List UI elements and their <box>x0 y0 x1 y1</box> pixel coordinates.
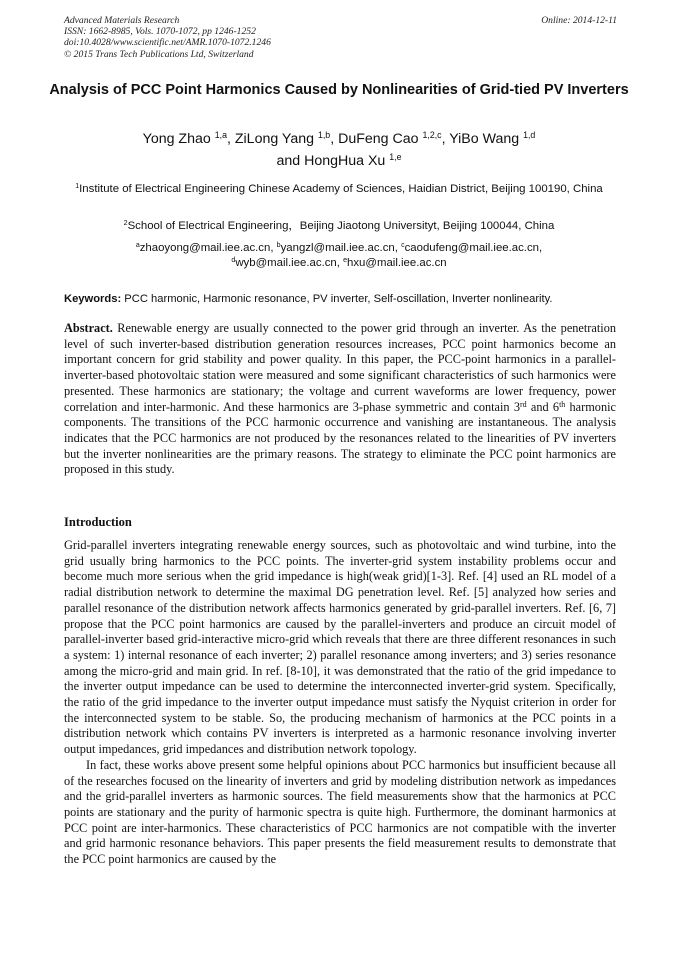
introduction-body <box>64 538 616 868</box>
email-a: $^a$zhaoyong@mail.iee.ac.cn, <box>135 242 277 254</box>
abstract-label: Abstract. <box>64 321 113 335</box>
author-2: ZiLong Yang $^{1,b}$, <box>234 130 339 147</box>
issn-line: ISSN: 1662-8985, Vols. 1070-1072, pp 1246-1252 <box>64 26 256 38</box>
author-5: and HongHua Xu $^{1,e}$ <box>276 152 402 169</box>
author-list <box>40 128 638 172</box>
keywords <box>64 292 624 306</box>
affiliation-1: $^1$Institute of Electrical Engineering Chinese Academy of Sciences, Haidian District, Beijing 100190, China <box>75 183 603 195</box>
paper-title: Analysis of PCC Point Harmonics Caused by Nonlinearities of Grid-tied PV Inverters <box>49 82 629 98</box>
section-heading-introduction: Introduction <box>64 515 132 529</box>
author-4: YiBo Wang $^{1,d}$ <box>449 130 536 147</box>
author-1: Yong Zhao $^{1,a}$, <box>142 130 235 147</box>
journal-header <box>64 15 617 60</box>
email-e: $^e$hxu@mail.iee.ac.cn <box>343 256 447 269</box>
affiliation-2: $^2$School of Electrical Engineering，Beijing Jiaotong Universityt, Beijing 100044, China <box>123 220 555 232</box>
journal-name: Advanced Materials Research <box>64 15 180 26</box>
intro-paragraph-2: In fact, these works above present some helpful opinions about PCC harmonics but insufficient because all of the researches focused on the linearity of inverters and grid by modeling distribution network as impedances and the grid-parallel inverters as harmonic sources. The field measurements show that the harmonics at PCC points are stationary and the purity of harmonic spectra is quite high. Furthermore, the dominant harmonics at PCC point are inter-harmonics. These characteristics of PCC harmonics are not compatible with the inverter and grid harmonic resonance behaviors. This paper presents the field measurement results to demonstrate that the PCC point harmonics are caused by the <box>64 757 616 867</box>
email-c: $^c$caodufeng@mail.iee.ac.cn, <box>401 242 543 254</box>
abstract: Abstract. Renewable energy are usually connected to the power grid through an inverter. As the penetration level of such inverter-based distribution generation resources increases, PCC point harmonics become an important concern for grid stability and power quality. In this paper, the PCC-point harmonics in a parallel-inverter-based photovoltaic station were measured and some significant characteristics of such harmonics were presented. These harmonics are stationary; the voltage and current waveforms are lower frequency, power correlation and inter-harmonic. And these harmonics are 3-phase symmetric and contain 3rd and 6th harmonic components. The transitions of the PCC harmonic occurrence and vanishing are instantaneous. The analysis indicates that the PCC harmonics are not produced by the resonances related to the linearities of PV inverters but the inverter nonlinearities are the primary reasons. The strategy to eliminate the PCC point harmonics are proposed in this study. <box>64 321 616 477</box>
copyright-line: © 2015 Trans Tech Publications Ltd, Switzerland <box>64 48 254 60</box>
email-b: $^b$yangzl@mail.iee.ac.cn, <box>276 242 402 254</box>
keywords-text: PCC harmonic, Harmonic resonance, PV inverter, Self-oscillation, Inverter nonlinearity. <box>121 293 553 305</box>
intro-paragraph-1: Grid-parallel inverters integrating renewable energy sources, such as photovoltaic and wind turbine, into the grid usually bring harmonics to the PCC points. The inverter-grid system instability problems occur and become much more serious when the grid impedance is high(weak grid)[1-3]. Ref. [4] used an RL model of a radial distribution network to determine the maximal DG penetration level. Ref. [5] analyzed how series and parallel resonance of the distribution network affects harmonics generated by grid-parallel inverters. Ref. [6, 7] propose that the PCC point harmonics are caused by the parallel-inverters and produce an circuit model of parallel-inverter based grid-interactive micro-grid which reveals that there are three different resonances in such a system: 1) internal resonance of each inverter; 2) parallel resonance among inverters; and 3) series resonance among the micro-grid and main grid. In ref. [8-10], it was demonstrated that the ratio of the grid impedance to the inverter output impedance can be used to determine the interconnected inverter-grid system. Specifically, the ratio of the grid impedance to the inverter output impedance must satisfy the Nyquist criterion in order for the interconnected system to be stable. So, the producing mechanism of harmonics at the PCC points in a distribution network which contains PV inverters is interpreted as a harmonic resonance involving inverter output impedances, grid impedances and distribution network topology. <box>64 538 616 757</box>
email-d: $^d$wyb@mail.iee.ac.cn, <box>231 256 344 269</box>
author-3: DuFeng Cao $^{1,2,c}$, <box>338 130 450 147</box>
online-date: Online: 2014-12-11 <box>541 15 617 26</box>
keywords-label: Keywords: <box>64 293 122 305</box>
doi-line: doi:10.4028/www.scientific.net/AMR.1070-1072.1246 <box>64 37 271 49</box>
email-list <box>40 241 638 270</box>
